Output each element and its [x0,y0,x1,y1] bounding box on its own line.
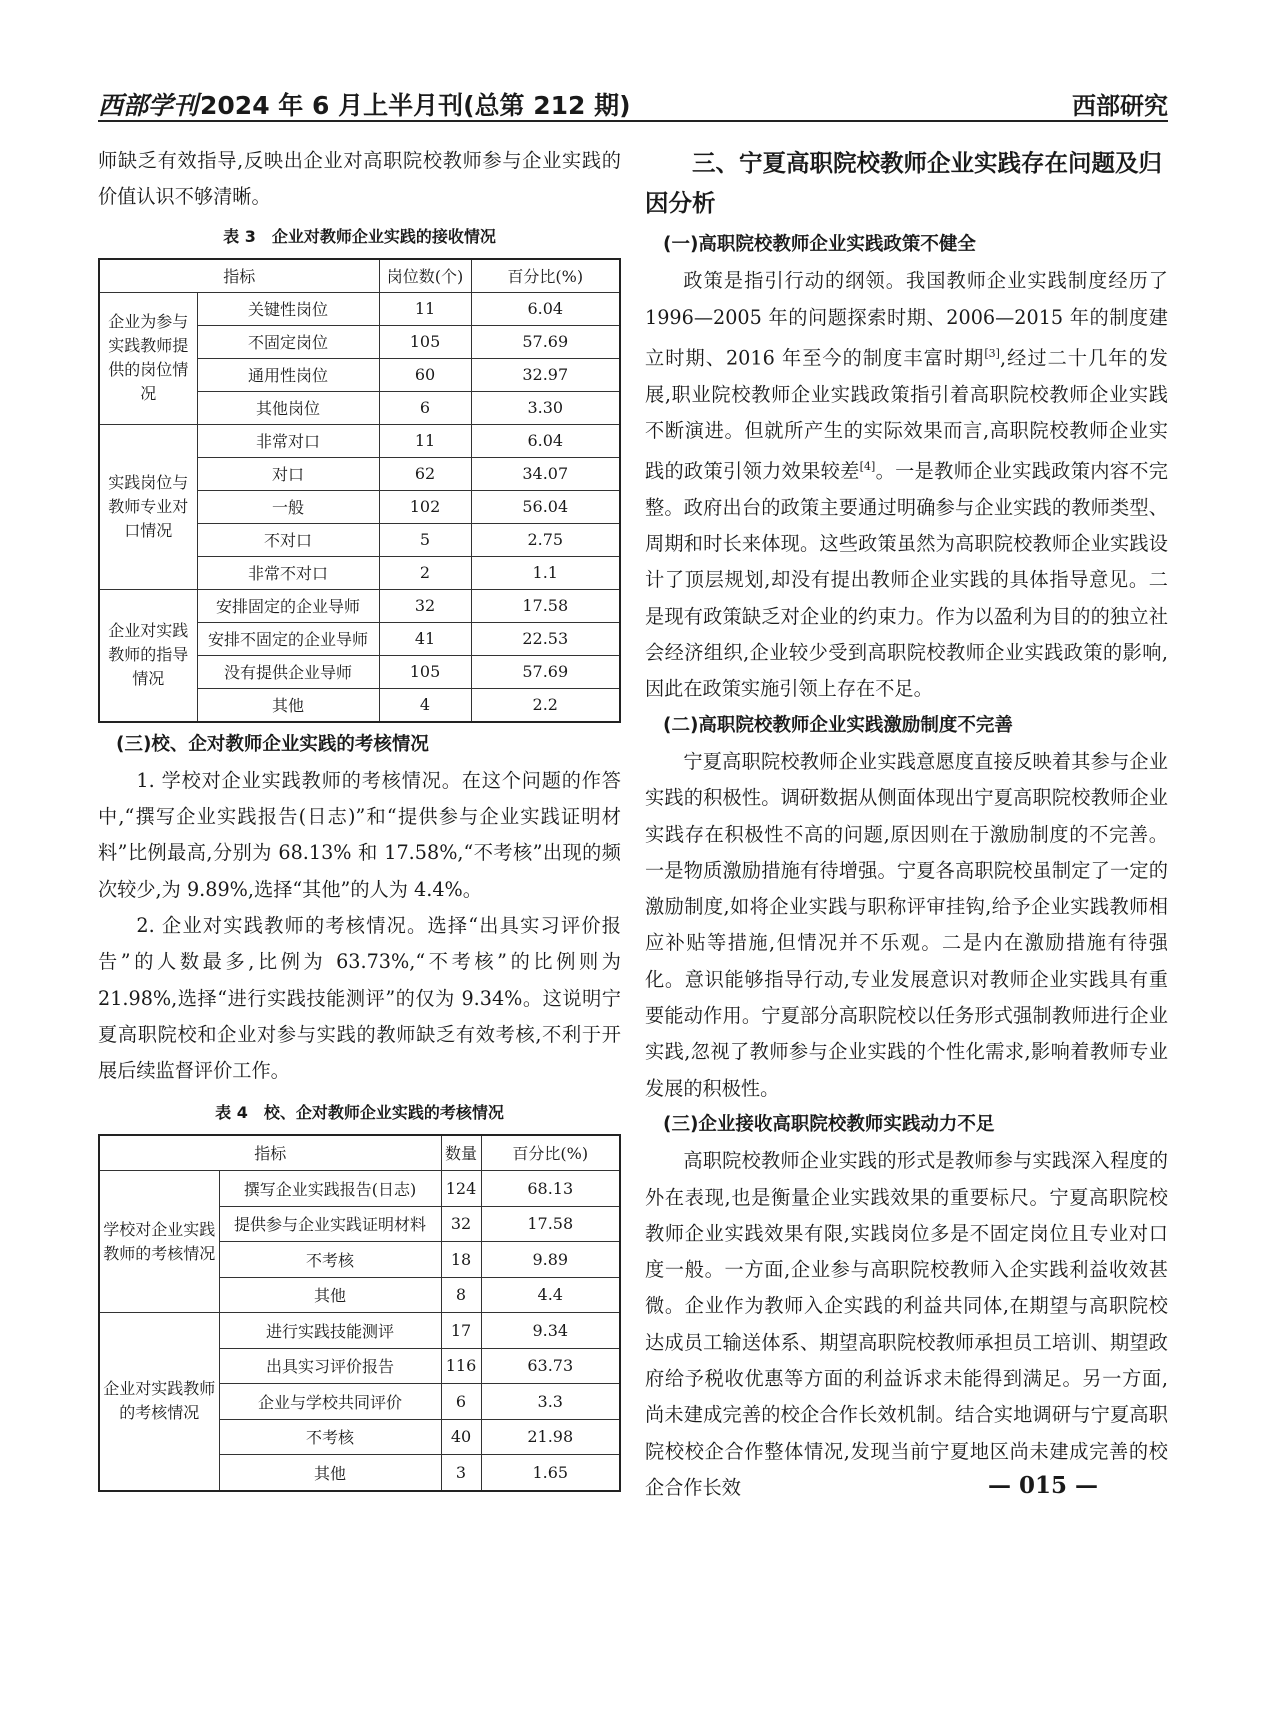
right-column [645,143,1168,1506]
item-cell: 其他岗位 [197,391,379,424]
item-cell: 其他 [219,1277,441,1313]
group-cell: 实践岗位与教师专业对口情况 [99,424,197,589]
pct-cell: 63.73 [481,1348,620,1384]
journal-logo: 西部学刊 [98,91,199,120]
pct-cell: 6.04 [471,292,620,325]
group-cell: 企业对实践教师的指导情况 [99,589,197,722]
pct-cell: 68.13 [481,1171,620,1207]
section-heading: 三、宁夏高职院校教师企业实践存在问题及归因分析 [645,149,1162,217]
count-cell: 124 [441,1171,481,1207]
pct-cell: 4.4 [481,1277,620,1313]
pct-cell: 3.3 [481,1384,620,1420]
header-cell: 数量 [441,1135,481,1171]
count-cell: 6 [379,391,471,424]
item-cell: 对口 [197,457,379,490]
paragraph: 宁夏高职院校教师企业实践意愿度直接反映着其参与企业实践的积极性。调研数据从侧面体现出宁夏高职院校教师企业实践存在积极性不高的问题,原因则在于激励制度的不完善。一是物质激励措施有待增强。宁夏各高职院校虽制定了一定的激励制度,如将企业实践与职称评审挂钩,给予企业实践教师相应补贴等措施,但情况并不乐观。二是内在激励措施有待强化。意识能够指导行动,专业发展意识对教师企业实践具有重要能动作用。宁夏部分高职院校以任务形式强制教师进行企业实践,忽视了教师参与企业实践的个性化需求,影响着教师专业发展的积极性。 [645,749,1168,1100]
pct-cell: 1.1 [471,556,620,589]
count-cell: 8 [441,1277,481,1313]
pct-cell: 21.98 [481,1419,620,1455]
item-cell: 安排固定的企业导师 [197,589,379,622]
item-cell: 其他 [219,1455,441,1491]
pct-cell: 6.04 [471,424,620,457]
item-cell: 没有提供企业导师 [197,655,379,688]
count-cell: 62 [379,457,471,490]
group-cell: 企业对实践教师的考核情况 [99,1313,219,1491]
count-cell: 105 [379,655,471,688]
paragraph: 2. 企业对实践教师的考核情况。选择“出具实习评价报告”的人数最多,比例为 63.73%,“不考核”的比例则为 21.98%,选择“进行实践技能测评”的仅为 9.34%。这说明宁夏高职院校和企业对参与实践的教师缺乏有效考核,不利于开展后续监督评价工作。 [98,914,621,1083]
table-row [99,292,620,325]
citation-ref: [4] [859,460,876,474]
item-cell: 通用性岗位 [197,358,379,391]
item-cell: 企业与学校共同评价 [219,1384,441,1420]
pct-cell: 9.89 [481,1242,620,1278]
count-cell: 11 [379,292,471,325]
item-cell: 非常不对口 [197,556,379,589]
table-row [99,1171,620,1207]
pct-cell: 17.58 [481,1206,620,1242]
count-cell: 32 [379,589,471,622]
section-name: 西部研究 [1072,92,1168,120]
table-header-row [99,259,620,293]
journal-title [98,86,631,122]
item-cell: 不固定岗位 [197,325,379,358]
subheading-1: (一)高职院校教师企业实践政策不健全 [663,234,976,255]
table-header-row [99,1135,620,1171]
header-rule [98,120,1168,122]
group-cell: 企业为参与实践教师提供的岗位情况 [99,292,197,424]
pct-cell: 17.58 [471,589,620,622]
pct-cell: 22.53 [471,622,620,655]
citation-ref: [3] [984,346,1000,360]
count-cell: 3 [441,1455,481,1491]
count-cell: 105 [379,325,471,358]
pct-cell: 57.69 [471,655,620,688]
item-cell: 非常对口 [197,424,379,457]
issue-info: 2024 年 6 月上半月刊(总第 212 期) [200,91,631,120]
header-cell: 指标 [99,259,379,293]
count-cell: 5 [379,523,471,556]
group-cell: 学校对企业实践教师的考核情况 [99,1171,219,1313]
count-cell: 18 [441,1242,481,1278]
paragraph-text: 政策是指引行动的纲领。我国教师企业实践制度经历了 1996—2005 年的问题探索时期、2006—2015 年的制度建立时期、2016 年至今的制度丰富时期 [645,269,1168,370]
header-cell: 岗位数(个) [379,259,471,293]
count-cell: 41 [379,622,471,655]
count-cell: 102 [379,490,471,523]
count-cell: 6 [441,1384,481,1420]
item-cell: 一般 [197,490,379,523]
header-cell: 百分比(%) [481,1135,620,1171]
table3 [98,258,621,723]
pct-cell: 3.30 [471,391,620,424]
pct-cell: 32.97 [471,358,620,391]
item-cell: 安排不固定的企业导师 [197,622,379,655]
subheading-3: (三)校、企对教师企业实践的考核情况 [116,733,429,755]
header-cell: 指标 [99,1135,441,1171]
pct-cell: 1.65 [481,1455,620,1491]
count-cell: 11 [379,424,471,457]
page-number: — 015 — [988,1472,1099,1499]
pct-cell: 56.04 [471,490,620,523]
count-cell: 40 [441,1419,481,1455]
table-row [99,424,620,457]
paragraph-text: ,经过二十几年的发展,职业院校教师企业实践政策指引着高职院校教师企业实践不断演进。但就所产生的实际效果而言,高职院校教师企业实践的政策引领力效果较差 [645,346,1168,483]
item-cell: 不考核 [219,1242,441,1278]
pct-cell: 9.34 [481,1313,620,1349]
pct-cell: 2.2 [471,688,620,722]
pct-cell: 34.07 [471,457,620,490]
item-cell: 撰写企业实践报告(日志) [219,1171,441,1207]
paragraph: 高职院校教师企业实践的形式是教师参与实践深入程度的外在表现,也是衡量企业实践效果的重要标尺。宁夏高职院校教师企业实践效果有限,实践岗位多是不固定岗位且专业对口度一般。一方面,企业参与高职院校教师入企实践利益收效甚微。企业作为教师入企实践的利益共同体,在期望与高职院校达成员工输送体系、期望高职院校教师承担员工培训、期望政府给予税收优惠等方面的利益诉求未能得到满足。另一方面,尚未建成完善的校企合作长效机制。结合实地调研与宁夏高职院校校企合作整体情况,发现当前宁夏地区尚未建成完善的校企合作长效 [645,1149,1168,1499]
item-cell: 关键性岗位 [197,292,379,325]
count-cell: 32 [441,1206,481,1242]
pct-cell: 2.75 [471,523,620,556]
item-cell: 不对口 [197,523,379,556]
subheading-2: (二)高职院校教师企业实践激励制度不完善 [663,714,1013,736]
paragraph-text: 。一是教师企业实践政策内容不完整。政府出台的政策主要通过明确参与企业实践的教师类型、周期和时长来体现。这些政策虽然为高职院校教师企业实践设计了顶层规划,却没有提出教师企业实践的具体指导意见。二是现有政策缺乏对企业的约束力。作为以盈利为目的的独立社会经济组织,企业较少受到高职院校教师企业实践政策的影响,因此在政策实施引领上存在不足。 [645,459,1168,701]
table-row [99,1313,620,1349]
count-cell: 17 [441,1313,481,1349]
item-cell: 进行实践技能测评 [219,1313,441,1349]
count-cell: 4 [379,688,471,722]
paragraph [645,263,1168,707]
table4 [98,1134,621,1492]
page-header [98,82,1168,122]
subheading-3: (三)企业接收高职院校教师实践动力不足 [663,1113,995,1135]
count-cell: 60 [379,358,471,391]
count-cell: 2 [379,556,471,589]
item-cell: 其他 [197,688,379,722]
table-row [99,589,620,622]
left-column [98,143,621,1492]
paragraph: 1. 学校对企业实践教师的考核情况。在这个问题的作答中,“撰写企业实践报告(日志)”和“提供参与企业实践证明材料”比例最高,分别为 68.13% 和 17.58%,“不考核”出现的频次较少,为 9.89%,选择“其他”的人为 4.4%。 [98,768,621,901]
item-cell: 出具实习评价报告 [219,1348,441,1384]
intro-paragraph: 师缺乏有效指导,反映出企业对高职院校教师参与企业实践的价值认识不够清晰。 [98,149,621,209]
item-cell: 提供参与企业实践证明材料 [219,1206,441,1242]
pct-cell: 57.69 [471,325,620,358]
table3-caption: 表 3 企业对教师企业实践的接收情况 [223,226,496,246]
header-cell: 百分比(%) [471,259,620,293]
item-cell: 不考核 [219,1419,441,1455]
table4-caption: 表 4 校、企对教师企业实践的考核情况 [215,1102,504,1122]
count-cell: 116 [441,1348,481,1384]
